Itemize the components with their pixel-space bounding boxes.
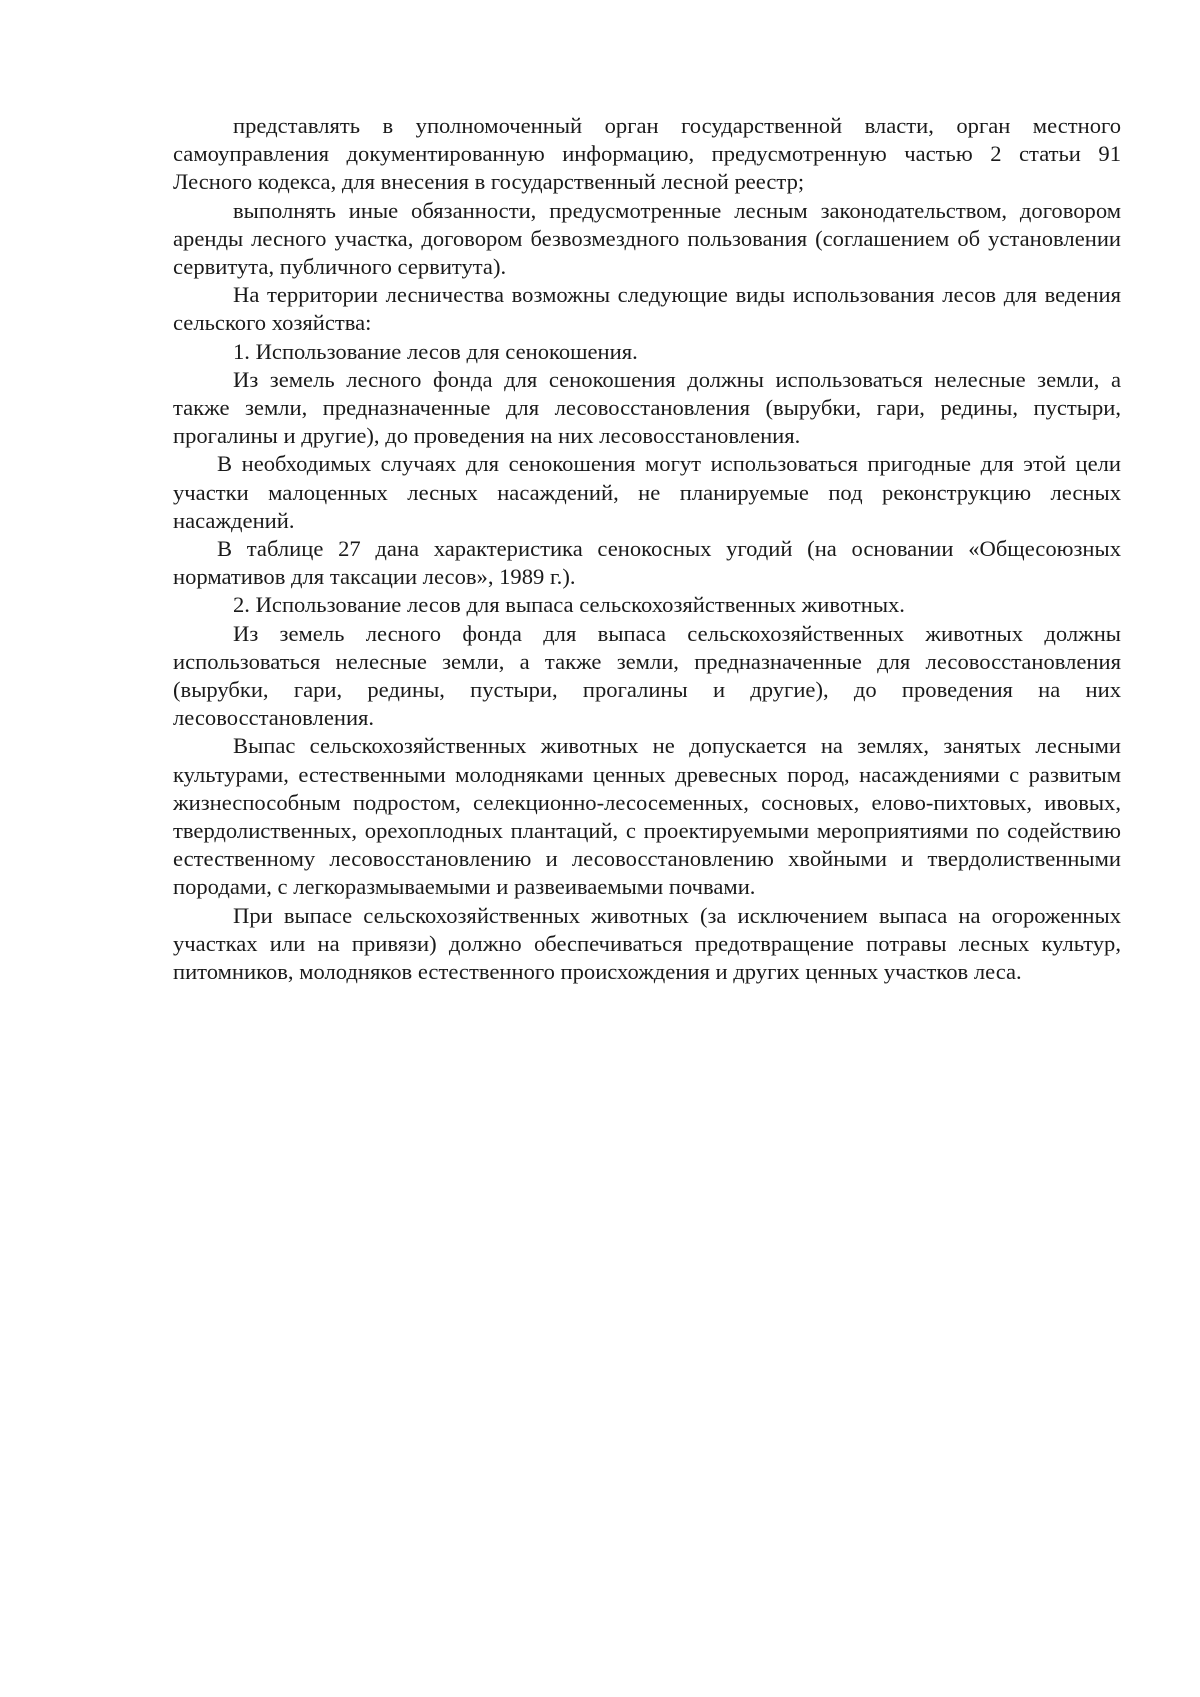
document-page xyxy=(173,112,1121,986)
paragraph-grazing-lands: Из земель лесного фонда для выпаса сельскохозяйственных животных должны использоваться нелесные земли, а также земли, предназначенные для лесовосстановления (вырубки, гари, редины, пустыри, прогалины и другие), до проведения на них лесовосстановления. xyxy=(173,620,1121,731)
paragraph-grazing-protection: При выпасе сельскохозяйственных животных (за исключением выпаса на огороженных участках или на привязи) должно обеспечиваться предотвращение потравы лесных культур, питомников, молодняков естественного происхождения и других ценных участков леса. xyxy=(173,902,1121,985)
paragraph-grazing-restrictions: Выпас сельскохозяйственных животных не допускается на землях, занятых лесными культурами, естественными молодняками ценных древесных пород, насаждениями с развитым жизнеспособным подростом, селекционно-лесосеменных, сосновых, елово-пихтовых, ивовых, твердолиственных, орехоплодных плантаций, с проектируемыми мероприятиями по содействию естественному лесовосстановлению и лесовосстановлению хвойными и твердолиственными породами, с легкоразмываемыми и развеиваемыми почвами. xyxy=(173,733,1121,900)
paragraph-table-27-reference: В таблице 27 дана характеристика сенокосных угодий (на основании «Общесоюзных нормативов для таксации лесов», 1989 г.). xyxy=(173,536,1121,590)
paragraph-haymaking-cases: В необходимых случаях для сенокошения могут использоваться пригодные для этой цели участки малоценных лесных насаждений, не планируемые под реконструкцию лесных насаждений. xyxy=(173,451,1121,533)
paragraph-grazing-heading: 2. Использование лесов для выпаса сельскохозяйственных животных. xyxy=(233,592,905,618)
paragraph-haymaking-lands: Из земель лесного фонда для сенокошения должны использоваться нелесные земли, а также земли, предназначенные для лесовосстановления (вырубки, гари, редины, пустыри, прогалины и другие), до проведения на них лесовосстановления. xyxy=(173,366,1121,449)
paragraph-forest-use-types: На территории лесничества возможны следующие виды использования лесов для ведения сельского хозяйства: xyxy=(173,282,1121,336)
paragraph-haymaking-heading: 1. Использование лесов для сенокошения. xyxy=(233,338,638,364)
paragraph-reporting-duty: представлять в уполномоченный орган государственной власти, орган местного самоуправления документированную информацию, предусмотренную частью 2 статьи 91 Лесного кодекса, для внесения в государственный лесной реестр; xyxy=(173,113,1121,195)
paragraph-other-duties: выполнять иные обязанности, предусмотренные лесным законодательством, договором аренды лесного участка, договором безвозмездного пользования (соглашением об установлении сервитута, публичного сервитута). xyxy=(173,197,1121,280)
